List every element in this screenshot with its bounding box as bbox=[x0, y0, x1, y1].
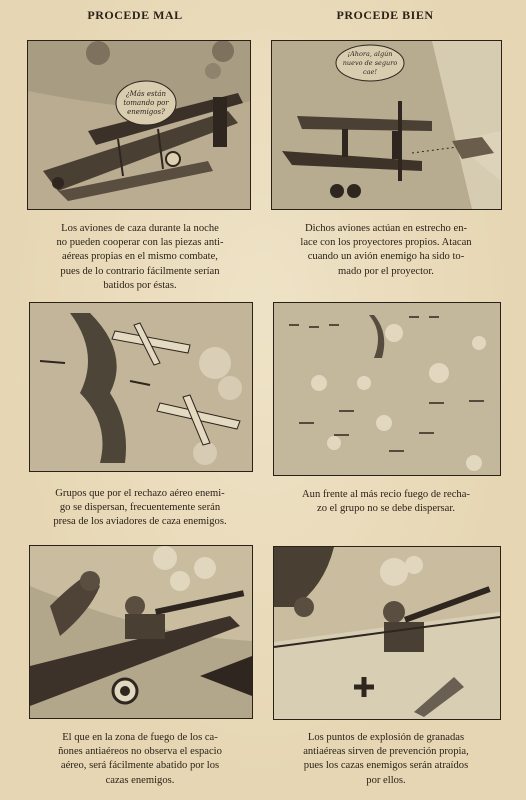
illustration-night-fighters-fired-upon bbox=[27, 40, 251, 210]
caption-line: antiaéreas sirven de prevención propia, bbox=[303, 746, 469, 758]
illustration-group-holding-formation bbox=[273, 302, 501, 476]
speech-line-3: enemigos? bbox=[127, 108, 165, 116]
panel-1-drawing bbox=[28, 41, 250, 209]
speech-line-1: ¿Más están bbox=[125, 90, 167, 98]
caption-line: mado por el proyector. bbox=[338, 265, 434, 277]
speech-line-1: ¡Ahora, algún bbox=[347, 50, 393, 58]
speech-line-3: cae! bbox=[363, 68, 377, 76]
caption-line: presa de los aviadores de caza enemigos. bbox=[53, 516, 227, 528]
caption-night-fighters bbox=[22, 222, 258, 293]
caption-bursts-as-warning bbox=[266, 731, 506, 788]
illustration-dispersed-group bbox=[29, 302, 253, 472]
caption-line: ñones antiaéreos no observa el espacio bbox=[58, 746, 222, 758]
caption-line: cuando un avión enemigo ha sido to- bbox=[307, 251, 465, 263]
caption-line: cazas enemigos. bbox=[105, 774, 175, 786]
caption-line: Grupos que por el rechazo aéreo enemi- bbox=[55, 488, 225, 499]
caption-line: Los aviones de caza durante la noche bbox=[61, 223, 219, 234]
header-procede-bien: PROCEDE BIEN bbox=[336, 8, 434, 22]
caption-line: go se dispersan, frecuentemente serán bbox=[59, 502, 221, 514]
caption-dispersed-group bbox=[22, 487, 258, 530]
panel-6-drawing bbox=[274, 547, 500, 719]
header-procede-mal: PROCEDE MAL bbox=[87, 8, 183, 22]
speech-line-2: nuevo de seguro bbox=[342, 59, 398, 67]
illustration-crew-not-watching-sky bbox=[29, 545, 253, 719]
caption-line: zo el grupo no se debe dispersar. bbox=[317, 503, 455, 515]
speech-line-2: tomando por bbox=[123, 99, 169, 107]
caption-searchlight-cooperation bbox=[266, 222, 506, 279]
panel-4-drawing bbox=[274, 303, 500, 475]
illustration-crew-watching-bursts bbox=[273, 546, 501, 720]
caption-hold-formation bbox=[266, 488, 506, 516]
caption-line: no pueden cooperar con las piezas anti- bbox=[56, 237, 224, 249]
caption-line: lace con los proyectores propios. Atacan bbox=[300, 237, 472, 249]
caption-line: batidos por éstas. bbox=[103, 279, 177, 291]
caption-line: El que en la zona de fuego de los ca- bbox=[62, 732, 218, 743]
caption-line: por ellos. bbox=[366, 774, 406, 786]
caption-line: pues los cazas enemigos serán atraídos bbox=[303, 760, 469, 772]
caption-line: Dichos aviones actúan en estrecho en- bbox=[304, 223, 468, 234]
illustration-fighter-with-searchlight bbox=[271, 40, 502, 210]
caption-line: Los puntos de explosión de granadas bbox=[307, 732, 465, 743]
caption-line: pues de lo contrario fácilmente serían bbox=[60, 265, 220, 277]
caption-line: Aun frente al más recio fuego de recha- bbox=[302, 489, 470, 500]
panel-3-drawing bbox=[30, 303, 252, 471]
caption-line: aéreas propias en el mismo combate, bbox=[62, 251, 218, 263]
caption-line: aéreo, será fácilmente abatido por los bbox=[60, 760, 220, 772]
panel-2-drawing bbox=[272, 41, 501, 209]
caption-crew-not-watching bbox=[22, 731, 258, 788]
panel-5-drawing bbox=[30, 546, 252, 718]
